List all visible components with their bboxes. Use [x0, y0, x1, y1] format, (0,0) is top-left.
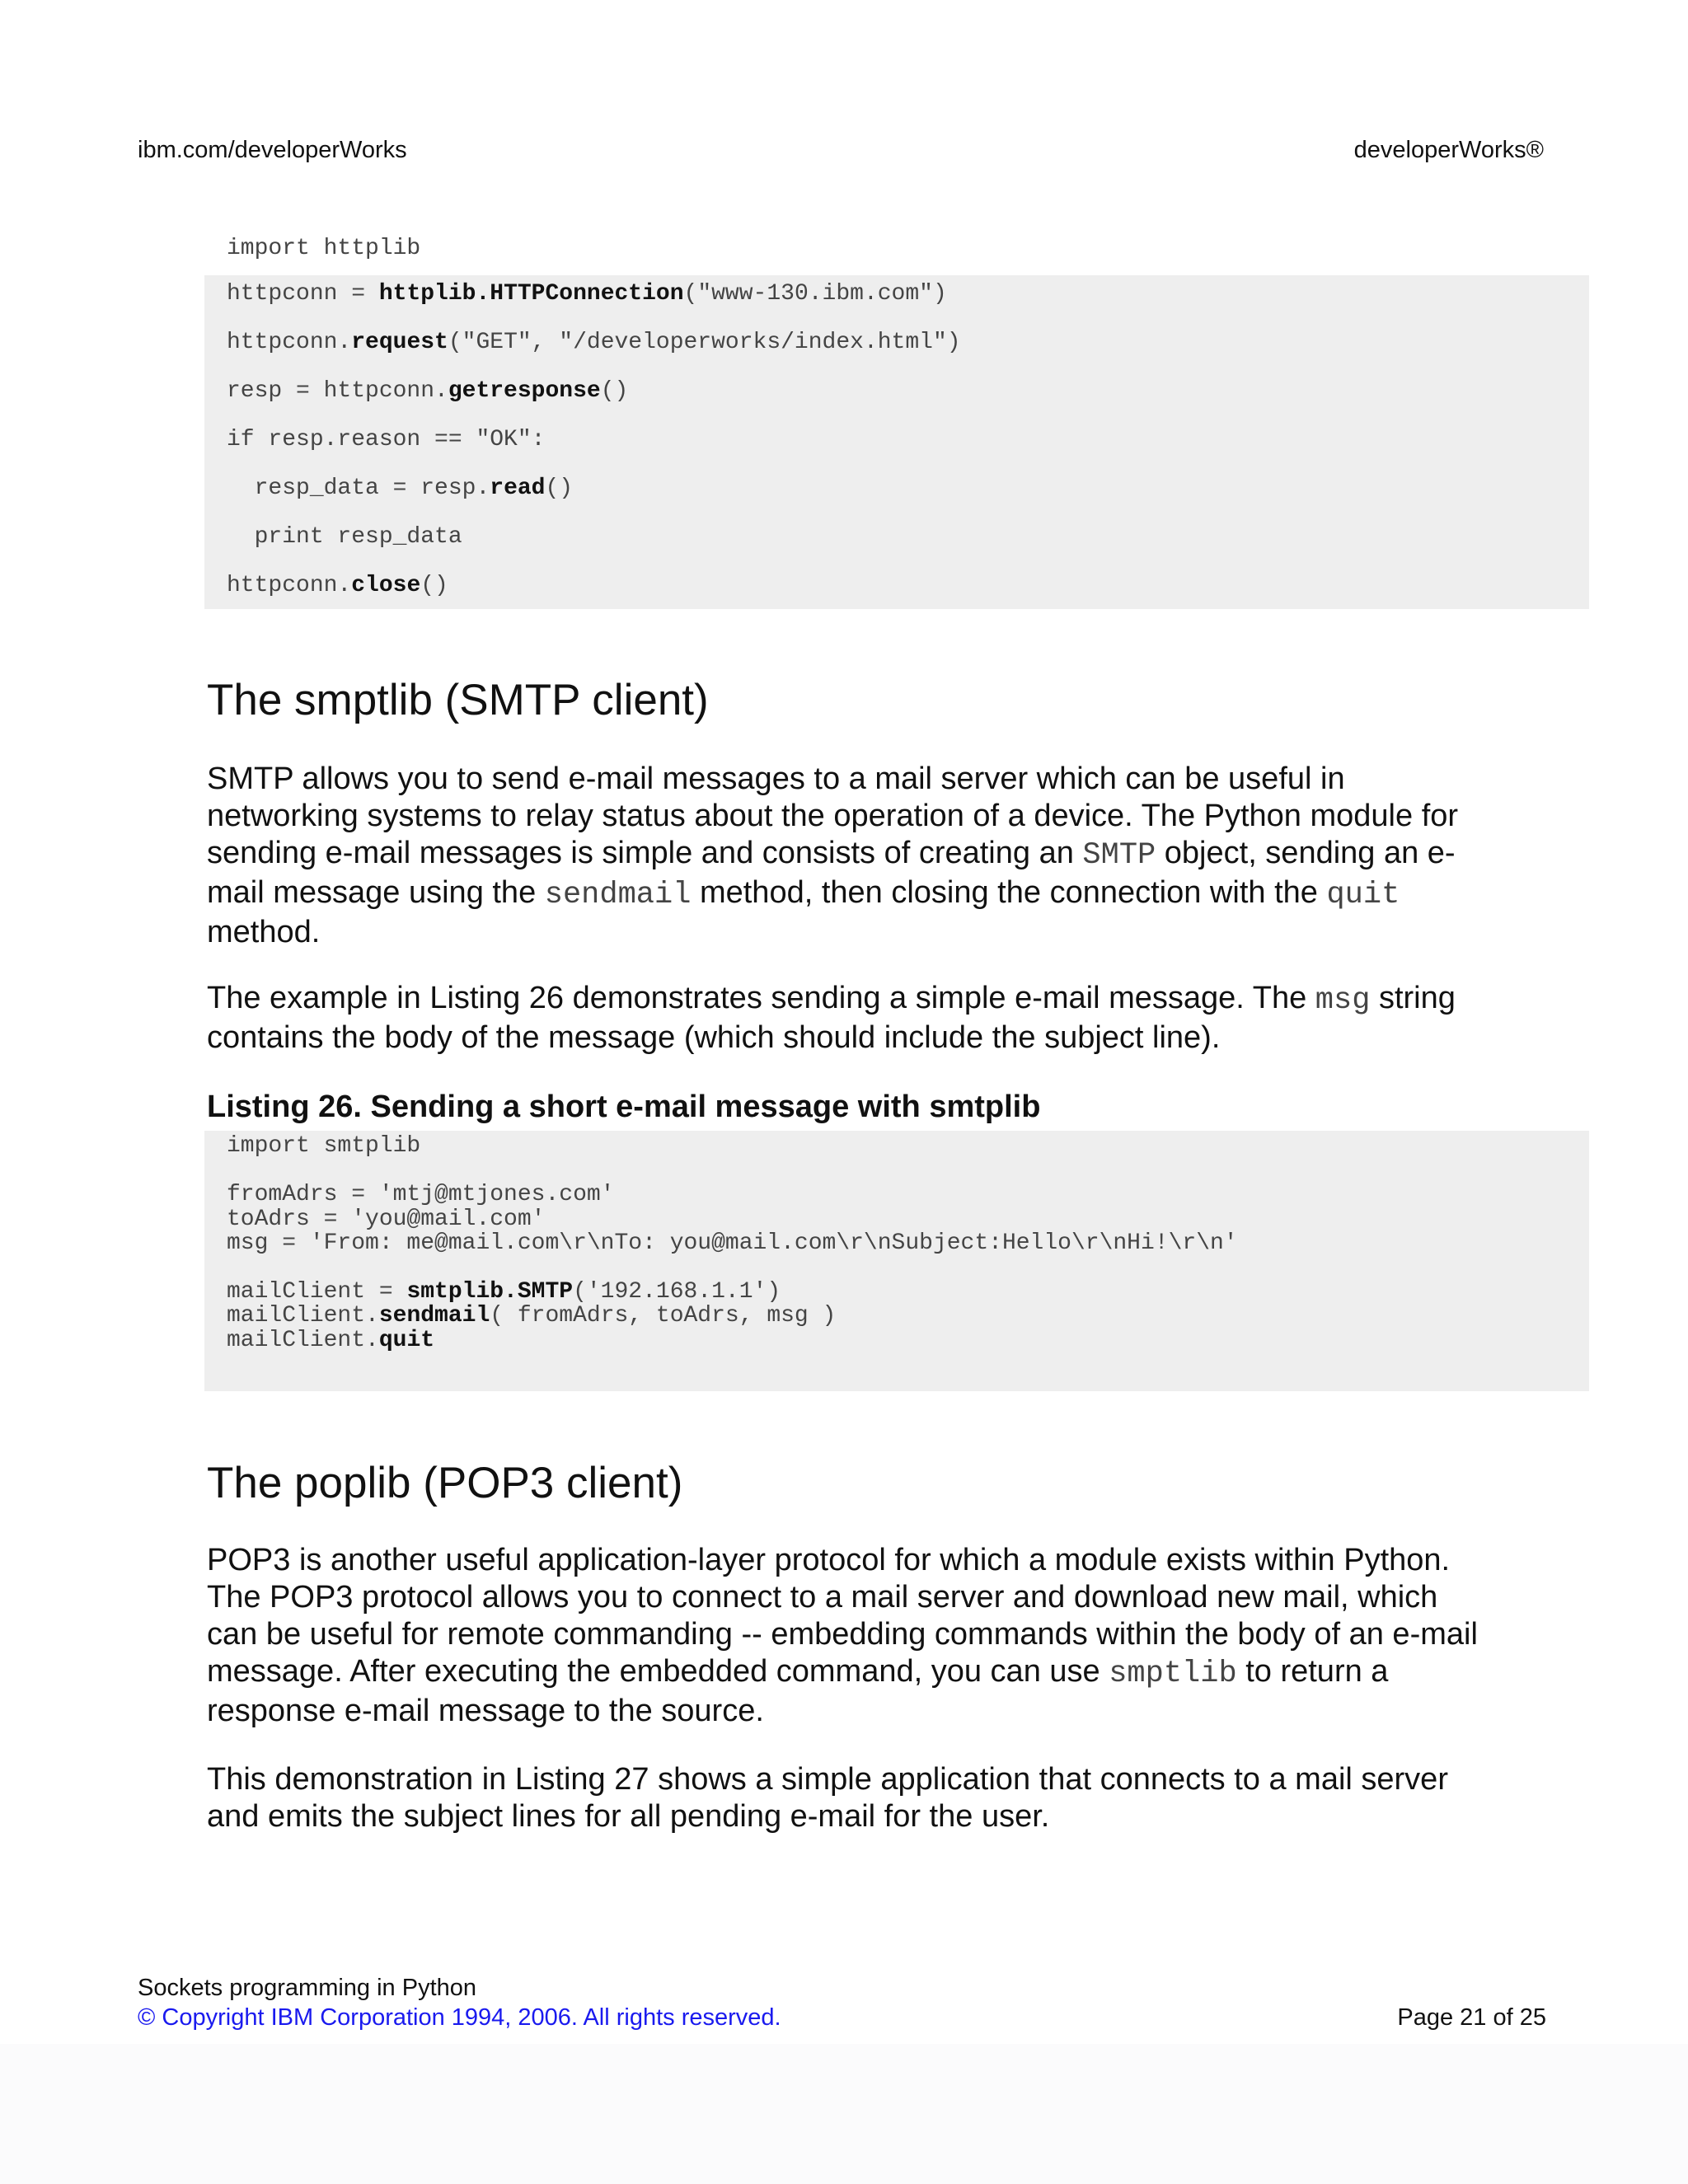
listing-26-caption: Listing 26. Sending a short e-mail message with smtplib: [207, 1090, 1041, 1124]
code-line: [227, 1207, 545, 1232]
code-line: [227, 1183, 614, 1207]
text-run: mailClient.: [227, 1303, 379, 1329]
text-run: ("GET", "/developerworks/index.html"): [448, 330, 961, 355]
code-line: [227, 1280, 781, 1305]
code-line: [227, 571, 448, 601]
section-title-pop: The poplib (POP3 client): [207, 1459, 683, 1507]
text-run: POP3 is another useful application-layer protocol for which a module exists within Python. The POP3 protocol allows you to connect to a mail server and download new mail, which can be useful for remote commanding -- embedding commands within the body of an e-mail message. After executing the embedded command, you can use: [207, 1543, 1478, 1689]
footer-page-number: Page 21 of 25: [1397, 2004, 1546, 2031]
text-run: The example in Listing 26 demonstrates sending a simple e-mail message. The: [207, 981, 1315, 1015]
code-keyword: quit: [378, 1328, 435, 1353]
inline-code: msg: [1315, 983, 1371, 1018]
text-run: method.: [207, 915, 321, 949]
code-line: [227, 474, 573, 504]
code-line: [227, 328, 961, 358]
inline-code: SMTP: [1082, 838, 1156, 873]
code-keyword: smtplib.SMTP: [406, 1279, 574, 1305]
code-keyword: httplib.HTTPConnection: [378, 281, 684, 307]
inline-code: smptlib: [1109, 1657, 1237, 1691]
code-keyword: getresponse: [448, 378, 601, 404]
text-run: httpconn.: [227, 573, 352, 598]
code-line: [227, 1304, 836, 1329]
text-run: ("www-130.ibm.com"): [683, 281, 947, 307]
code-line: [227, 1231, 1238, 1256]
code-keyword: request: [351, 330, 448, 355]
text-run: to return a response e-mail message to the source.: [207, 1654, 1389, 1728]
text-run: mailClient.: [227, 1328, 379, 1353]
pop-paragraph-2: [207, 1761, 1493, 1835]
code-keyword: sendmail: [378, 1303, 490, 1329]
code-line: [227, 1329, 434, 1353]
code-import-line: import httplib: [227, 236, 421, 261]
text-run: object, sending an e-mail message using the: [207, 836, 1456, 910]
code-line: [227, 279, 947, 309]
inline-code: sendmail: [544, 878, 692, 912]
text-run: method, then closing the connection with the: [691, 875, 1327, 910]
text-run: (): [600, 378, 629, 404]
section-title-smtp: The smptlib (SMTP client): [207, 676, 709, 724]
text-run: httpconn =: [227, 281, 379, 307]
pop-paragraph-1: [207, 1542, 1493, 1730]
text-run: This demonstration in Listing 27 shows a simple application that connects to a mail server and emits the subject lines for all pending e-mail for the user.: [207, 1762, 1448, 1834]
smtp-paragraph-2: [207, 980, 1493, 1057]
text-run: ('192.168.1.1'): [573, 1279, 781, 1305]
text-run: ( fromAdrs, toAdrs, msg ): [490, 1303, 837, 1329]
text-run: fromAdrs = 'mtj@mtjones.com': [227, 1182, 615, 1207]
text-run: (): [545, 476, 574, 501]
smtp-paragraph-1: [207, 761, 1493, 951]
code-keyword: read: [490, 476, 546, 501]
code-line: [227, 1134, 420, 1159]
text-run: resp = httpconn.: [227, 378, 448, 404]
inline-code: quit: [1326, 878, 1400, 912]
text-run: httpconn.: [227, 330, 352, 355]
text-run: string contains the body of the message (which should include the subject line).: [207, 981, 1456, 1055]
text-run: resp_data = resp.: [227, 476, 490, 501]
text-run: msg = 'From: me@mail.com\r\nTo: you@mail.com\r\nSubject:Hello\r\nHi!\r\n': [227, 1230, 1238, 1256]
text-run: print resp_data: [227, 524, 462, 550]
page-bottom-shade: [0, 2044, 1688, 2184]
code-line: [227, 523, 462, 552]
text-run: (): [420, 573, 448, 598]
header-site-url[interactable]: ibm.com/developerWorks: [138, 137, 407, 163]
text-run: toAdrs = 'you@mail.com': [227, 1207, 546, 1232]
footer-document-title: Sockets programming in Python: [138, 1975, 477, 2001]
text-run: mailClient =: [227, 1279, 407, 1305]
code-line: [227, 377, 628, 406]
code-block-smtplib: [204, 1131, 1589, 1391]
text-run: if resp.reason == "OK":: [227, 427, 546, 452]
code-keyword: close: [351, 573, 421, 598]
code-block-httplib: [204, 275, 1589, 609]
text-run: SMTP allows you to send e-mail messages to a mail server which can be useful in networking systems to relay status about the operation of a device. The Python module for sending e-mail messages is simple and consists of creating an: [207, 762, 1459, 870]
text-run: import smtplib: [227, 1133, 421, 1159]
footer-copyright-link[interactable]: © Copyright IBM Corporation 1994, 2006. All rights reserved.: [138, 2004, 781, 2031]
header-brand: developerWorks®: [1353, 137, 1544, 163]
code-line: [227, 425, 545, 455]
